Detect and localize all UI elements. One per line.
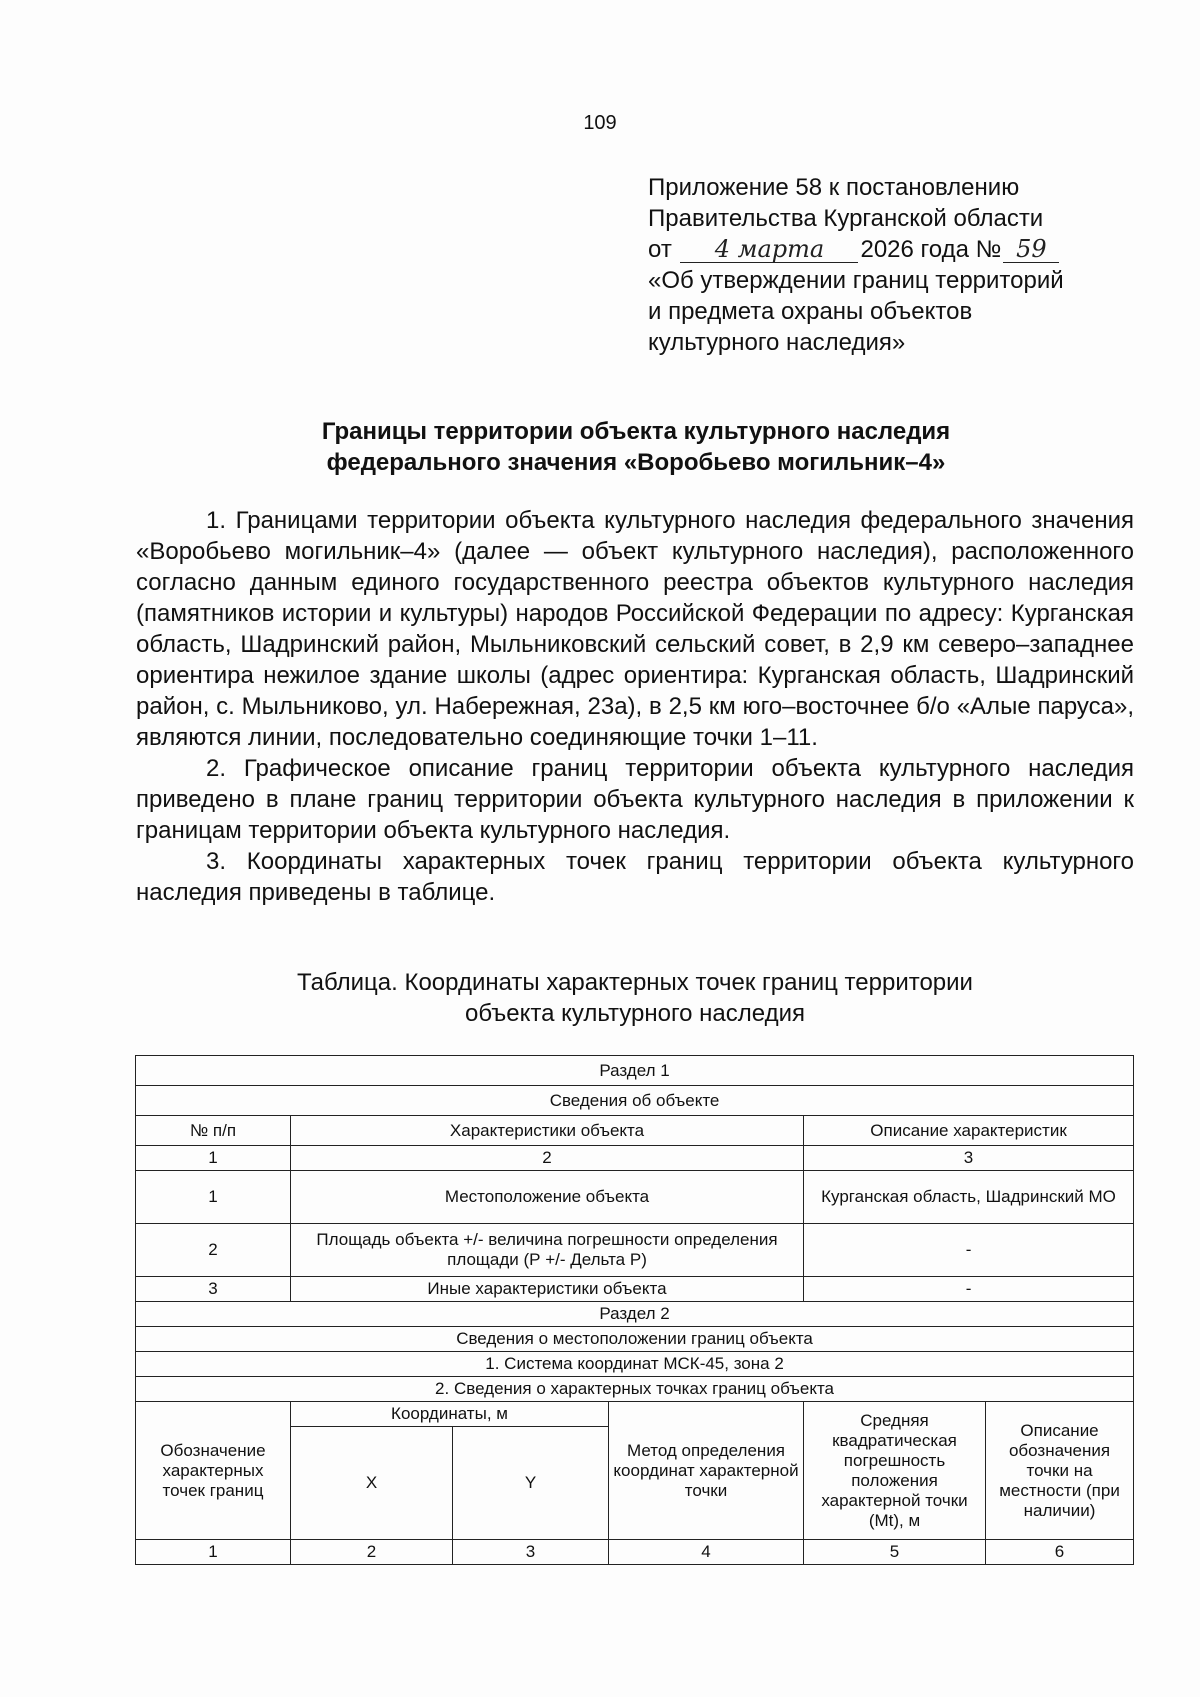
table-row	[136, 1056, 1134, 1086]
row-characteristic-cell: Площадь объекта +/- величина погрешности определения площади (Р +/- Дельта Р)	[291, 1224, 804, 1277]
header-error: Средняя квадратическая погрешность положения характерной точки (Mt), м	[804, 1402, 986, 1540]
column-index-cell: 3	[804, 1146, 1134, 1171]
object-info-header: Сведения об объекте	[136, 1086, 1134, 1116]
row-num-cell: 1	[136, 1171, 291, 1224]
table-row	[136, 1540, 1134, 1565]
coordinates-table	[135, 1055, 1134, 1565]
appendix-line-4: «Об утверждении границ территорий	[648, 267, 1064, 294]
col-header-characteristics: Характеристики объекта	[291, 1116, 804, 1146]
appendix-line-1: Приложение 58 к постановлению	[648, 174, 1020, 201]
section-2-header: Раздел 2	[136, 1302, 1134, 1327]
column-number-cell: 3	[453, 1540, 609, 1565]
table-caption-line-1: Таблица. Координаты характерных точек границ территории	[297, 969, 973, 996]
table-row	[136, 1302, 1134, 1327]
title-line-2: федерального значения «Воробьево могильник–4»	[326, 449, 946, 476]
table-row	[136, 1277, 1134, 1302]
appendix-line-5: и предмета охраны объектов	[648, 298, 973, 325]
row-description-cell: -	[804, 1224, 1134, 1277]
row-num-cell: 3	[136, 1277, 291, 1302]
column-index-cell: 1	[136, 1146, 291, 1171]
table-row	[136, 1146, 1134, 1171]
date-prefix: от	[648, 236, 672, 263]
column-number-cell: 4	[609, 1540, 804, 1565]
row-characteristic-cell: Местоположение объекта	[291, 1171, 804, 1224]
table-row	[136, 1327, 1134, 1352]
table-row	[136, 1352, 1134, 1377]
body-text	[136, 505, 1134, 908]
paragraph-2: 2. Графическое описание границ территории объекта культурного наследия приведено в плане границ территории объекта культурного наследия в приложении к границам территории объекта культурного наследия.	[136, 755, 1134, 844]
header-coordinates: Координаты, м	[291, 1402, 609, 1427]
paragraph-1: 1. Границами территории объекта культурного наследия федерального значения «Воробьево могильник–4» (далее — объект культурного наследия), расположенного согласно данным единого государственного реестра объектов культурного наследия (памятников истории и культуры) народов Российской Федерации по адресу: Курганская область, Шадринский район, Мыльниковский сельский совет, в 2,9 км северо–западнее ориентира нежилое здание школы (адрес ориентира: Курганская область, Шадринский район, с. Мыльниково, ул. Набережная, 23а), в 2,5 км юго–восточнее б/о «Алые паруса», являются линии, последовательно соединяющие точки 1–11.	[136, 507, 1134, 751]
row-description-cell: Курганская область, Шадринский МО	[804, 1171, 1134, 1224]
points-info-header: 2. Сведения о характерных точках границ объекта	[136, 1377, 1134, 1402]
column-number-cell: 6	[986, 1540, 1134, 1565]
section-1-header: Раздел 1	[136, 1056, 1134, 1086]
row-characteristic-cell: Иные характеристики объекта	[291, 1277, 804, 1302]
appendix-line-2: Правительства Курганской области	[648, 205, 1044, 232]
table-row	[136, 1116, 1134, 1146]
appendix-date-line	[648, 234, 1168, 265]
appendix-block	[648, 172, 1168, 358]
paragraph-3: 3. Координаты характерных точек границ территории объекта культурного наследия приведены в таблице.	[136, 848, 1134, 906]
handwritten-date: 4 марта	[680, 236, 858, 263]
row-num-cell: 2	[136, 1224, 291, 1277]
table-row	[136, 1377, 1134, 1402]
table-row	[136, 1171, 1134, 1224]
page-number: 109	[583, 112, 617, 134]
table-caption	[136, 967, 1134, 1029]
header-method: Метод определения координат характерной точки	[609, 1402, 804, 1540]
header-description: Описание обозначения точки на местности (при наличии)	[986, 1402, 1134, 1540]
location-info-header: Сведения о местоположении границ объекта	[136, 1327, 1134, 1352]
title-line-1: Границы территории объекта культурного наследия	[321, 418, 951, 445]
col-header-description: Описание характеристик	[804, 1116, 1134, 1146]
date-year: 2026 года №	[860, 236, 1002, 263]
row-description-cell: -	[804, 1277, 1134, 1302]
column-number-cell: 1	[136, 1540, 291, 1565]
header-y: Y	[453, 1427, 609, 1540]
header-designation: Обозначение характерных точек границ	[136, 1402, 291, 1540]
col-header-num: № п/п	[136, 1116, 291, 1146]
table-row	[136, 1224, 1134, 1277]
table-row	[136, 1086, 1134, 1116]
table-row	[136, 1402, 1134, 1427]
appendix-line-6: культурного наследия»	[648, 329, 906, 356]
table-caption-line-2: объекта культурного наследия	[464, 1000, 806, 1027]
column-number-cell: 5	[804, 1540, 986, 1565]
handwritten-number: 59	[1003, 236, 1059, 263]
header-x: X	[291, 1427, 453, 1540]
column-index-cell: 2	[291, 1146, 804, 1171]
coordinate-system-row: 1. Система координат МСК-45, зона 2	[136, 1352, 1134, 1377]
column-number-cell: 2	[291, 1540, 453, 1565]
document-title	[136, 416, 1136, 478]
